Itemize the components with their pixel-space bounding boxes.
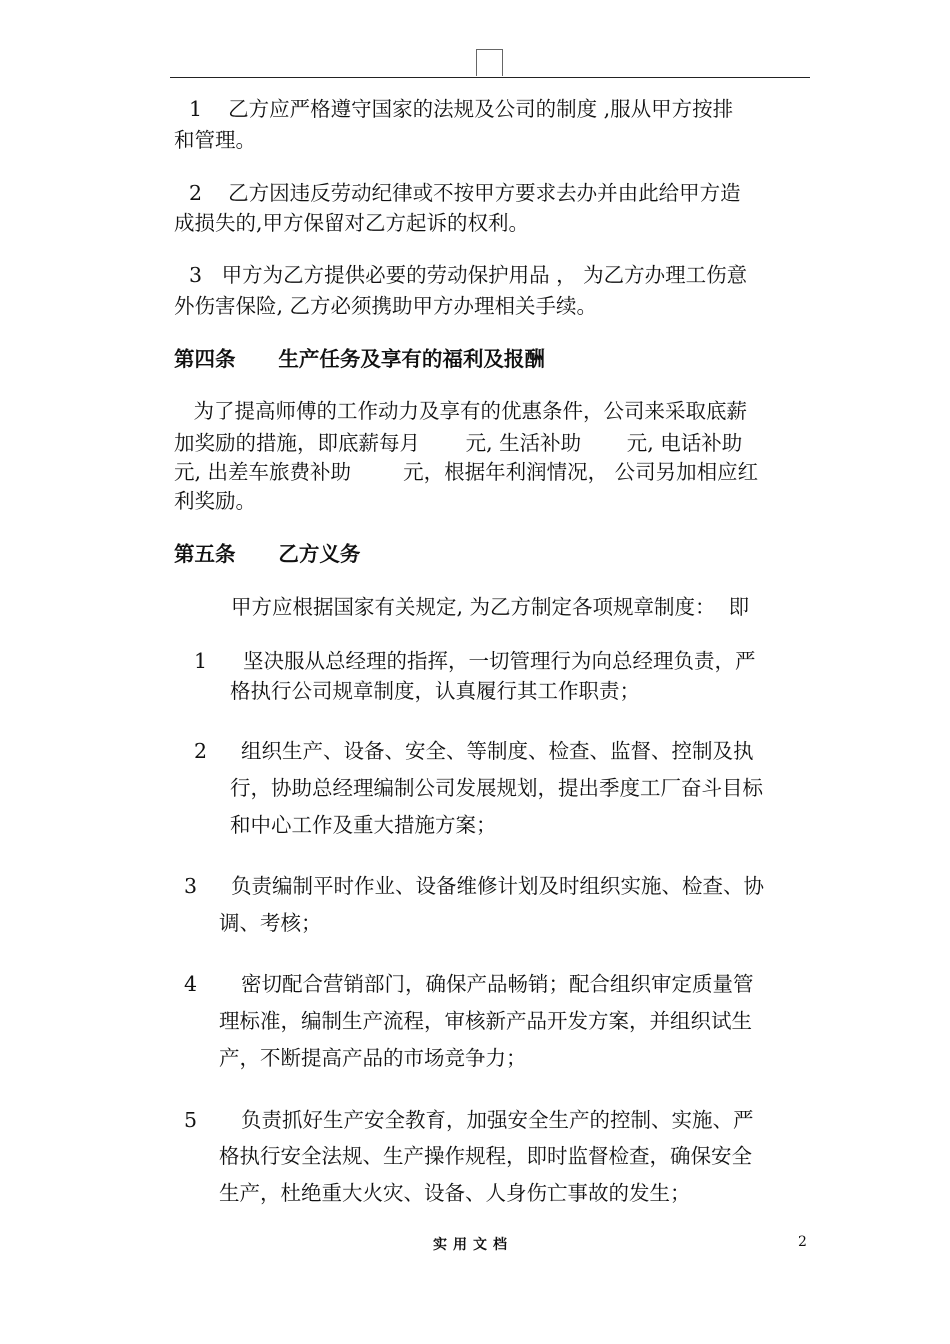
header-rule bbox=[170, 77, 810, 78]
duty-2-number: 2 bbox=[194, 739, 208, 763]
duty-4-line-2: 理标准，编制生产流程，审核新产品开发方案，并组织试生 bbox=[219, 1009, 752, 1033]
item-3-line-2: 外伤害保险, 乙方必须携助甲方办理相关手续。 bbox=[174, 294, 598, 318]
item-2-line-2: 成损失的,甲方保留对乙方起诉的权利。 bbox=[174, 211, 530, 235]
footer-label: 实用文档 bbox=[433, 1237, 513, 1253]
section-4-para-line-3: 元, 出差车旅费补助 元，根据年利润情况， 公司另加相应红 bbox=[174, 460, 759, 484]
duty-5-line-2: 格执行安全法规、生产操作规程，即时监督检查，确保安全 bbox=[219, 1144, 752, 1168]
duty-5-line-1: 负责抓好生产安全教育，加强安全生产的控制、实施、严 bbox=[241, 1108, 754, 1132]
duty-5-line-3: 生产，杜绝重大火灾、设备、人身伤亡事故的发生； bbox=[219, 1181, 691, 1205]
duty-4-line-3: 产，不断提高产品的市场竞争力； bbox=[219, 1046, 527, 1070]
page-number: 2 bbox=[798, 1234, 807, 1250]
item-1-line-2: 和管理。 bbox=[174, 128, 256, 152]
header-box bbox=[476, 49, 503, 76]
section-4-heading: 第四条 生产任务及享有的福利及报酬 bbox=[174, 347, 545, 371]
duty-2-line-1: 组织生产、设备、安全、等制度、检查、监督、控制及执 bbox=[241, 739, 754, 763]
duty-3-line-2: 调、考核； bbox=[219, 911, 322, 935]
section-4-para-line-4: 利奖励。 bbox=[174, 489, 256, 513]
duty-3-line-1: 负责编制平时作业、设备维修计划及时组织实施、检查、协 bbox=[231, 874, 764, 898]
duty-1-line-2: 格执行公司规章制度，认真履行其工作职责； bbox=[230, 679, 640, 703]
section-5-intro: 甲方应根据国家有关规定, 为乙方制定各项规章制度： 即 bbox=[231, 595, 750, 619]
duty-2-line-3: 和中心工作及重大措施方案； bbox=[230, 813, 497, 837]
duty-2-line-2: 行，协助总经理编制公司发展规划，提出季度工厂奋斗目标 bbox=[230, 776, 763, 800]
item-1-line-1: 1 乙方应严格遵守国家的法规及公司的制度 ,服从甲方按排 bbox=[176, 97, 734, 121]
duty-1-line-1: 坚决服从总经理的指挥，一切管理行为向总经理负责，严 bbox=[243, 649, 756, 673]
duty-5-number: 5 bbox=[184, 1108, 198, 1132]
section-4-para-line-2: 加奖励的措施，即底薪每月 元, 生活补助 元, 电话补助 bbox=[174, 431, 743, 455]
duty-4-line-1: 密切配合营销部门，确保产品畅销；配合组织审定质量管 bbox=[241, 972, 754, 996]
section-4-para-line-1: 为了提高师傅的工作动力及享有的优惠条件，公司来采取底薪 bbox=[174, 399, 748, 423]
duty-1-number: 1 bbox=[194, 649, 208, 673]
duty-4-number: 4 bbox=[184, 972, 198, 996]
duty-3-number: 3 bbox=[184, 874, 198, 898]
item-2-line-1: 2 乙方因违反劳动纪律或不按甲方要求去办并由此给甲方造 bbox=[176, 181, 741, 205]
item-3-line-1: 3 甲方为乙方提供必要的劳动保护用品 ， 为乙方办理工伤意 bbox=[176, 263, 748, 287]
section-5-heading: 第五条 乙方义务 bbox=[174, 542, 361, 566]
